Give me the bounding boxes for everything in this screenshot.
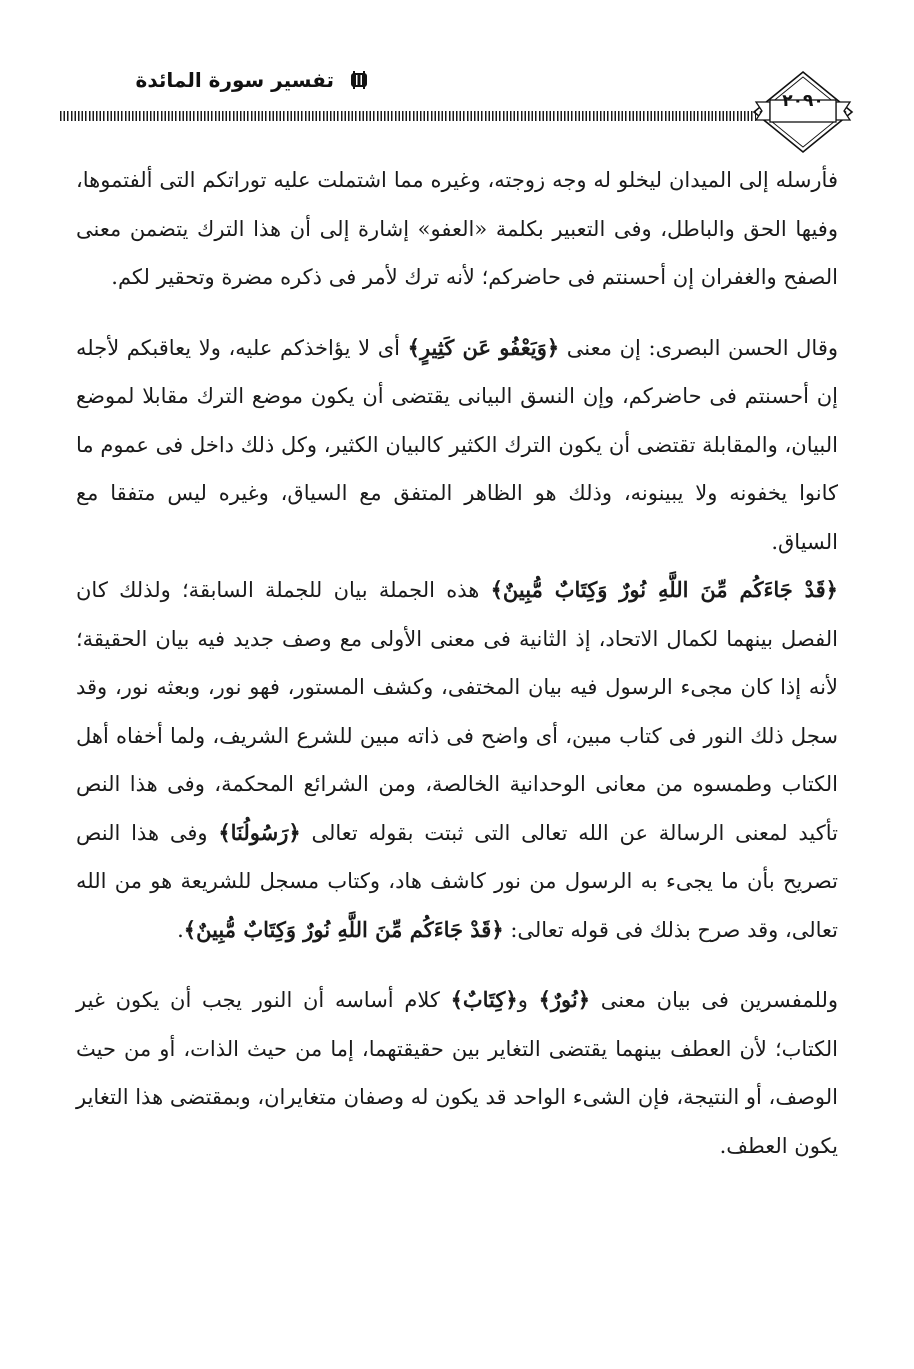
body-text <box>76 156 838 1170</box>
paragraph-gap <box>76 302 838 324</box>
paragraph <box>76 324 838 567</box>
paragraph <box>76 976 838 1170</box>
text-run: و <box>517 988 539 1012</box>
text-run: . <box>177 917 184 942</box>
paragraph <box>76 566 838 954</box>
text-run: وفى هذا النص تصريح بأن ما يجىء به الرسول من نور كاشف هاد، وكتاب مسجل للشريعة هو من الله تعالى، وقد صرح بذلك فى قوله تعالى: <box>76 820 838 942</box>
paragraph <box>76 156 838 302</box>
ornament-icon <box>348 69 370 91</box>
running-head <box>60 58 370 102</box>
quran-quote: ﴿كِتَابٌ﴾ <box>450 987 518 1012</box>
quran-quote: ﴿وَيَعْفُو عَن كَثِيرٍ﴾ <box>407 334 560 360</box>
quran-quote: ﴿رَسُولُنَا﴾ <box>218 819 301 845</box>
header-hatched-rule <box>60 111 756 121</box>
quran-quote: ﴿نُورٌ﴾ <box>538 987 591 1012</box>
text-run: فأرسله إلى الميدان ليخلو له وجه زوجته، وغيره مما اشتملت عليه توراتكم التى ألفتموها، وفيها الحق والباطل، وفى التعبير بكلمة «العفو» إشارة إلى أن هذا الترك يتضمن معنى الصفح والغفران إن أحسنتم فى حاضركم؛ لأنه ترك لأمر فى ذكره مضرة وتحقير لكم. <box>76 168 838 289</box>
text-run: وللمفسرين فى بيان معنى <box>590 988 839 1012</box>
quran-quote: ﴿قَدْ جَاءَكُم مِّنَ اللَّهِ نُورٌ وَكِتَابٌ مُّبِينٌ﴾ <box>490 577 838 602</box>
page-number-badge <box>748 68 858 158</box>
text-run: وقال الحسن البصرى: إن معنى <box>559 335 839 360</box>
page-number: ٢٠٩٠ <box>782 91 824 111</box>
text-run: كلام أساسه أن النور يجب أن يكون غير الكتاب؛ لأن العطف بينهما يقتضى التغاير بين حقيقتهما، إما من حيث الذات، أو من حيث الوصف، أو النتيجة، فإن الشىء الواحد قد يكون له وصفان متغايران، وبمقتضى هذا التغاير يكون العطف. <box>76 988 838 1158</box>
quran-quote: ﴿قَدْ جَاءَكُم مِّنَ اللَّهِ نُورٌ وَكِتَابٌ مُّبِينٌ﴾ <box>183 916 504 942</box>
diamond-frame-icon <box>748 68 858 158</box>
page-header <box>60 48 860 158</box>
text-run: هذه الجملة بيان للجملة السابقة؛ ولذلك كان الفصل بينهما لكمال الاتحاد، إذ الثانية فى معنى الأولى مع وصف جديد فيه بيان الحقيقة؛ لأنه إذا كان مجىء الرسول فيه بيان المختفى، وكشف المستور، فهو نور، وبعثه نور، وقد سجل ذلك النور فى كتاب مبين، أى واضح فى ذاته مبين للشرع الشريف، ولما أخفاه أهل الكتاب وطمسوه من معانى الوحدانية الخالصة، ومن الشرائع المحكمة، وفى هذا النص تأكيد لمعنى الرسالة عن الله تعالى التى ثبتت بقوله تعالى <box>76 578 838 845</box>
running-title: تفسير سورة المائدة <box>135 68 334 92</box>
text-run: أى لا يؤاخذكم عليه، ولا يعاقبكم لأجله إن أحسنتم فى حاضركم، وإن النسق البيانى يقتضى أن يكون موضع الترك مقابلا لموضع البيان، والمقابلة تقتضى أن يكون الترك الكثير كالبيان الكثير، وكل ذلك داخل فى عموم ما كانوا يخفونه ولا يبينونه، وذلك هو الظاهر المتفق مع السياق، وغيره ليس متفقا مع السياق. <box>76 335 838 554</box>
paragraph-gap <box>76 954 838 976</box>
